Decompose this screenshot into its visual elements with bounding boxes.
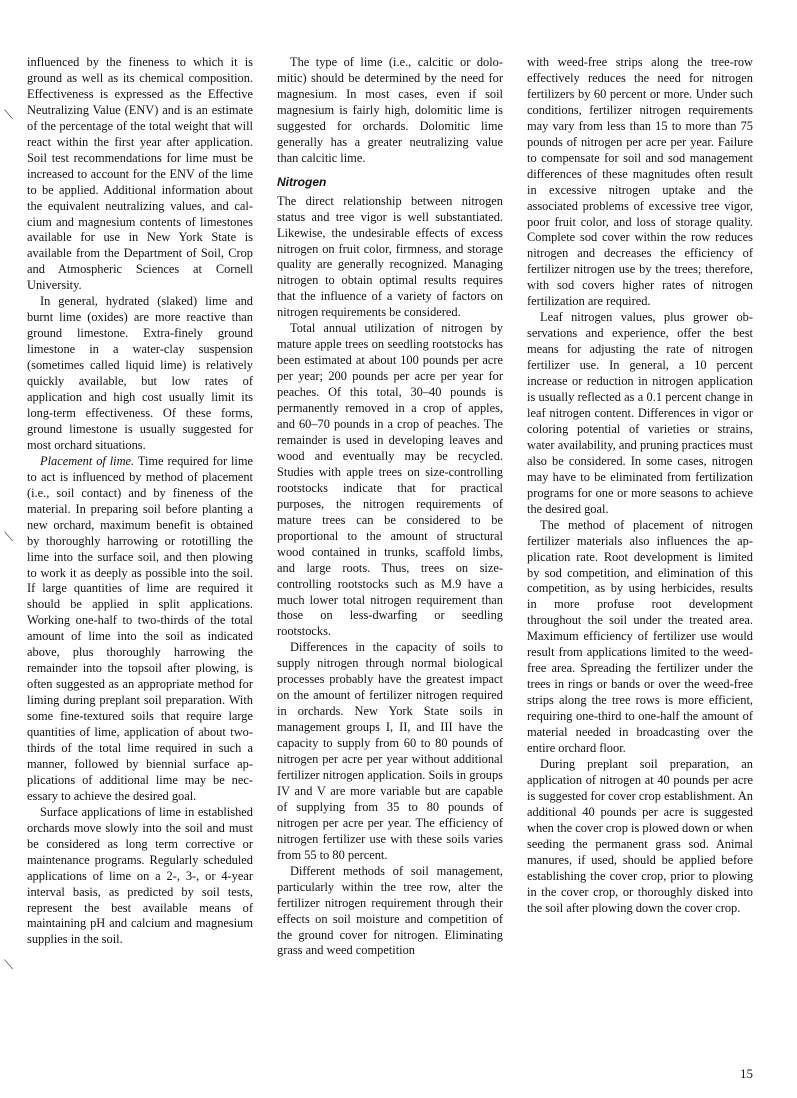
margin-mark: ⟍	[4, 958, 14, 973]
paragraph: The type of lime (i.e., calcitic or dolomitic) should be determined by the need for magnesium. In most cases, even if soil magnesium is fairly high, dolomitic lime is suggested for orchards. Dolomitic lime generally has a greater neutralizing value than calcitic lime.	[277, 55, 503, 165]
paragraph: Total annual utilization of nitrogen by mature apple trees on seedling rootstocks has been estimated at about 100 pounds per acre per year; 200 pounds per acre per year for peaches. Of this total, 30–40 pounds is permanently removed in a crop of apples, and 60–70 pounds in a crop of peaches. The remainder is used in developing leaves and wood and eventually may be recycled. Studies with apple trees on size-controlling rootstocks indicate that for practical purposes, the nitrogen requirements of mature trees can be considered to be proportional to the amount of structural wood contained in trunks, scaffold limbs, and large roots. Thus, trees on size-controlling rootstocks such as M.9 have a much lower total nitrogen requirement than those on less-dwarfing or seedling rootstocks.	[277, 321, 503, 639]
margin-mark: ⟍	[4, 530, 14, 545]
paragraph: Surface applications of lime in established orchards move slowly into the soil and must be considered as long term corrective or maintenance programs. Regularly scheduled applications of lime on a 2-, 3-, or 4-year interval basis, as predicted by soil tests, represent the best available means of maintaining pH and calcium and magnesium supplies in the soil.	[27, 804, 253, 947]
paragraph: In general, hydrated (slaked) lime and burnt lime (oxides) are more reactive than ground limestone. Extra-finely ground limestone in a water-clay suspension (sometimes called liquid lime) is relatively quickly available, but low rates of application and high cost usually limit its long-term effectiveness. Of these forms, ground limestone is usually suggested for most orchard situations.	[27, 294, 253, 452]
page-number: 15	[740, 1066, 753, 1081]
paragraph: The direct relationship between nitrogen status and tree vigor is well substantiated. Likewise, the undesirable effects of excess nitrogen on fruit color, firmness, and storage quality are generally recognized. Managing nitrogen to obtain optimal results requires that the influence of a variety of factors on nitrogen requirements be considered.	[277, 193, 503, 320]
paragraph	[27, 454, 253, 805]
text-column-3	[527, 55, 753, 916]
paragraph: with weed-free strips along the tree-row effectively reduces the need for nitrogen fertilizers by 60 percent or more. Under such conditions, fertilizer nitrogen requirements may vary from less than 15 to more than 75 pounds of nitrogen per acre per year. Failure to compensate for soil and sod management differences of these magnitudes often result in excessive nitrogen uptake and the associated problems of excessive tree vigor, poor fruit color, and loss of storage quality. Complete sod cover within the row reduces nitrogen and decreases the efficiency of fertilizer nitrogen use by the trees; therefore, with sod covers higher rates of nitrogen fertilization are required.	[527, 55, 753, 309]
paragraph: Different methods of soil management, particularly within the tree row, alter the fertilizer nitrogen requirement through their effects on soil moisture and competition of the ground cover for nitrogen. Eliminating grass and weed competition	[277, 863, 503, 958]
paragraph-text: Time required for lime to act is influenced by method of placement (i.e., soil contact) and by fineness of the material. In preparing soil before planting a new orchard, maximum benefit is obtained by thoroughly harrowing or rototilling the lime into the surface soil, and then plowing to work it as deeply as possible into the soil. If large quantities of lime are required it should be applied in split applications. Working one-half to two-thirds of the total amount of lime into the soil as indicated above, plus thoroughly harrowing the remainder into the topsoil after plowing, is often suggested as an appropriate method for liming during preplant soil preparation. With some fine-textured soils that require large quantities of lime, application of about two-thirds of the total lime required in such a manner, followed by biennial surface applications of additional lime may be necessary to achieve the desired goal.	[27, 453, 253, 803]
section-heading: Nitrogen	[277, 174, 327, 189]
run-in-heading: Placement of lime.	[40, 453, 135, 468]
paragraph: Differences in the capacity of soils to supply nitrogen through normal biological processes probably have the greatest impact on the amount of fertilizer nitrogen required in orchards. New York State soils in management groups I, II, and III have the capacity to supply from 60 to 80 pounds of nitrogen per acre per year without additional fertilizer nitrogen application. Soils in groups IV and V are more variable but are capable of supplying from 35 to 80 pounds of nitrogen per acre per year. The efficiency of nitrogen fertilizer use with these soils varies from 55 to 80 percent.	[277, 640, 503, 862]
text-column-1	[27, 55, 253, 948]
paragraph: Leaf nitrogen values, plus grower observations and experience, offer the best means for adjusting the rate of nitrogen fertilizer use. In general, a 10 percent increase or reduction in nitrogen application is usually reflected as a 0.1 percent change in leaf nitrogen content. Differences in vigor or coloring potential of varieties or strains, water availability, and pruning practices must also be considered. In some cases, nitrogen may have to be eliminated from fertilization programs for one or more seasons to achieve the desired goal.	[527, 310, 753, 516]
paragraph: influenced by the fineness to which it is ground as well as its chemical composition. Effectiveness is expressed as the Effective Neutralizing Value (ENV) and is an estimate of the percentage of the total weight that will react within the first year after application. Soil test recommendations for lime must be increased to account for the ENV of the lime to be applied. Additional information about the equivalent neutralizing values, and calcium and magnesium contents of limestones available for use in New York State is available from the Department of Soil, Crop and Atmospheric Sciences at Cornell University.	[27, 55, 253, 293]
margin-mark: ⟍	[4, 108, 14, 123]
text-column-2	[277, 55, 503, 959]
paragraph: The method of placement of nitrogen fertilizer materials also influences the application rate. Root development is limited by sod competition, and elimination of this competition, as by using herbicides, results in more profuse root development throughout the soil under the treated area. Maximum efficiency of fertilizer use would result from applications limited to the weed-free area. Spreading the fertilizer under the trees in rings or bands or over the weed-free strips along the tree rows is more efficient, requiring one-third to one-half the amount of material needed in broadcasting over the entire orchard floor.	[527, 517, 753, 755]
paragraph: During preplant soil preparation, an application of nitrogen at 40 pounds per acre is suggested for cover crop establishment. An additional 40 pounds per acre is suggested when the cover crop is plowed down or when seeding the permanent grass sod. Animal manures, if used, should be applied before establishing the cover crop, prior to plowing in the cover crop, or thoroughly disked into the soil after plowing down the cover crop.	[527, 756, 753, 915]
